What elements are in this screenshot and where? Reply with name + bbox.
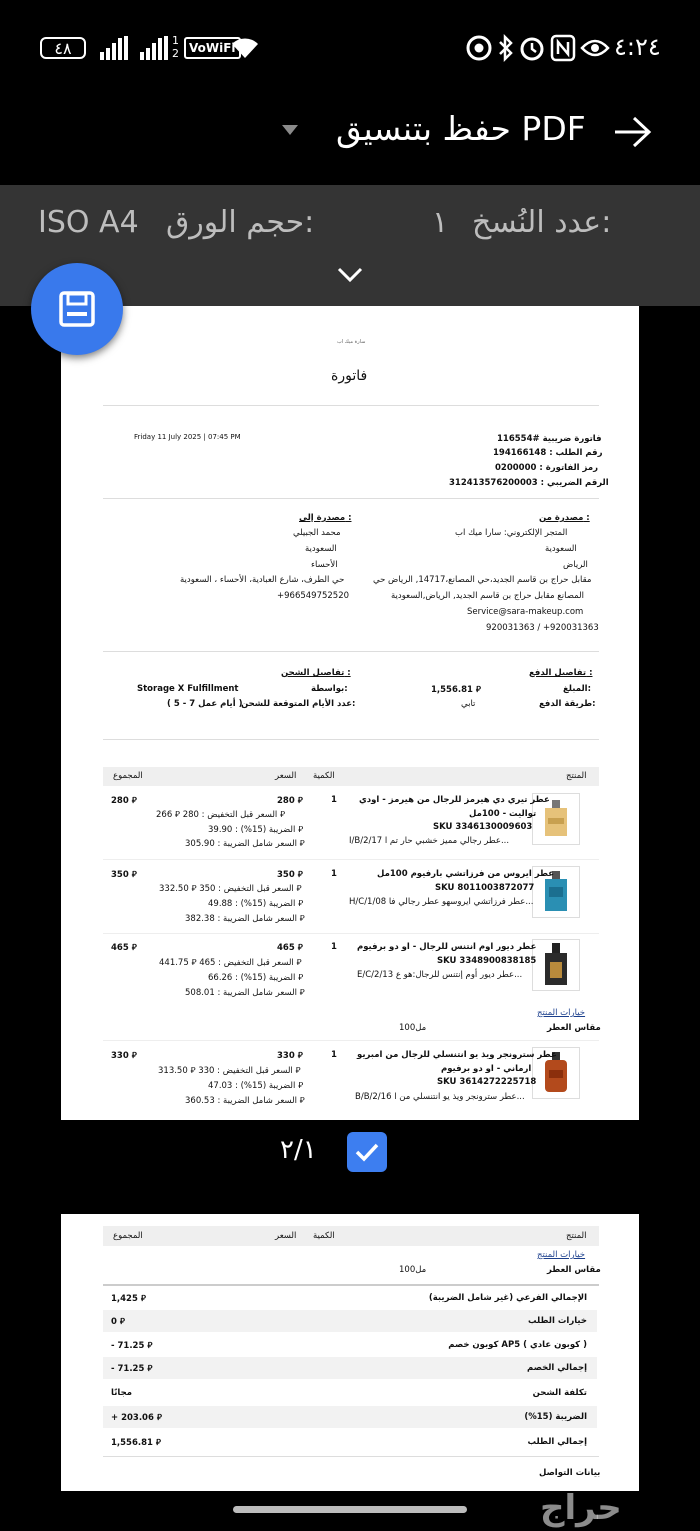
item-qty: 1 — [331, 869, 337, 879]
tax-number: الرقم الضريبي : 312413576200003 — [449, 478, 609, 488]
summary-row — [103, 1382, 597, 1404]
item-sku: SKU 3348900838185 — [437, 956, 537, 966]
copies-value[interactable]: ١ — [432, 205, 449, 240]
item-tax: الضريبة (15%) : 49.88 ⃁ — [208, 899, 304, 909]
ship-via-value: Storage X Fulfillment — [137, 684, 239, 694]
item-price: 280 ⃁ — [277, 796, 303, 806]
signal-icon — [100, 36, 128, 60]
option-value: 100مل — [399, 1265, 427, 1275]
col-product: المنتج — [566, 771, 587, 781]
preview-page-2[interactable] — [61, 1214, 639, 1491]
sim-index-2: 2 — [172, 47, 179, 60]
item-desc: H/C/1/08 عطر فرزاتشي ايروسهو عطر رجالي فا... — [349, 897, 534, 907]
summary-value: 1,425 ⃁ — [111, 1294, 146, 1304]
item-total: 280 ⃁ — [111, 796, 137, 806]
summary-label: كوبون خصم AP5 ( كوبون عادي ) — [448, 1340, 587, 1350]
item-qty: 1 — [331, 1050, 337, 1060]
col-total: المجموع — [113, 1231, 143, 1241]
summary-row — [103, 1310, 597, 1332]
alarm-icon — [518, 34, 546, 62]
from-line: مقابل حراج بن قاسم الجديد،حي المصانع،14717, الرياض حي — [373, 575, 592, 585]
payment-heading: تفاصيل الدفع : — [529, 668, 593, 678]
check-icon — [355, 1142, 379, 1162]
payment-method-value: تابي — [461, 699, 476, 709]
summary-value: - 71.25 ⃁ — [111, 1341, 153, 1351]
table-header — [103, 1226, 599, 1246]
item-price: 350 ⃁ — [277, 870, 303, 880]
copies-label: عدد النُسخ: — [472, 205, 612, 240]
order-number: رقم الطلب : 194166148 — [493, 448, 603, 458]
row-divider — [103, 933, 599, 934]
nfc-icon — [550, 34, 576, 62]
expand-chevron-icon[interactable] — [337, 267, 363, 283]
item-tax: الضريبة (15%) : 47.03 ⃁ — [208, 1081, 304, 1091]
summary-row — [103, 1431, 597, 1453]
divider — [103, 651, 599, 652]
col-qty: الكمية — [313, 771, 335, 781]
item-qty: 1 — [331, 795, 337, 805]
col-total: المجموع — [113, 771, 143, 781]
shipping-heading: تفاصيل الشحن : — [281, 668, 351, 678]
summary-value: + 203.06 ⃁ — [111, 1413, 162, 1423]
haraj-watermark: حراج — [540, 1488, 622, 1528]
to-line: الأحساء — [311, 560, 338, 570]
ship-days-label: عدد الأيام المتوقعة للشحن: — [241, 699, 356, 709]
summary-value: 0 ⃁ — [111, 1317, 125, 1327]
item-name: ارماني - او دو برفيوم — [441, 1064, 532, 1074]
item-qty: 1 — [331, 942, 337, 952]
item-pre-discount: 441.75 ⃁ السعر قبل التخفيض : 465 ⃁ — [159, 958, 302, 968]
to-phone: +966549752520 — [277, 591, 350, 601]
paper-size-value[interactable]: ISO A4 — [38, 205, 139, 240]
from-heading: مصدرة من : — [539, 513, 590, 523]
summary-value: 1,556.81 ⃁ — [111, 1438, 161, 1448]
summary-label: الإجمالي الفرعي (غير شامل الضريبة) — [428, 1293, 587, 1303]
summary-row — [103, 1334, 597, 1356]
battery-icon — [40, 37, 86, 59]
item-name: عطر ايروس من فرزاتشي بارفيوم 100مل — [377, 869, 555, 879]
item-total: 350 ⃁ — [111, 870, 137, 880]
item-pre-discount: 266 ⃁ السعر قبل التخفيض : 280 ⃁ — [156, 810, 286, 820]
col-qty: الكمية — [313, 1231, 335, 1241]
col-price: السعر — [275, 771, 297, 781]
item-total: 465 ⃁ — [111, 943, 137, 953]
page-select-checkbox[interactable] — [347, 1132, 387, 1172]
item-pre-discount: 332.50 ⃁ السعر قبل التخفيض : 350 ⃁ — [159, 884, 302, 894]
vowifi-label: VoWiFi — [189, 41, 236, 55]
clock: ٤:٢٤ — [614, 33, 661, 61]
home-handle[interactable] — [233, 1506, 467, 1513]
summary-row — [103, 1357, 597, 1379]
brand-small: سارة ميك اب — [337, 339, 366, 345]
payment-method-label: طريقة الدفع: — [539, 699, 596, 709]
summary-row — [103, 1287, 597, 1309]
from-line: السعودية — [545, 544, 577, 554]
amount-value: 1,556.81 ⃁ — [431, 685, 481, 695]
divider — [103, 498, 599, 499]
options-heading: خيارات المنتج — [537, 1008, 586, 1018]
item-sku: SKU 8011003872077 — [435, 883, 535, 893]
preview-page-1[interactable] — [61, 306, 639, 1120]
from-line: المتجر الإلكتروني: سارا ميك اب — [455, 528, 568, 538]
item-price: 465 ⃁ — [277, 943, 303, 953]
item-pre-discount: 313.50 ⃁ السعر قبل التخفيض : 330 ⃁ — [158, 1066, 301, 1076]
invoice-title: فاتورة — [331, 368, 368, 384]
option-label: مقاس العطر — [547, 1023, 601, 1033]
col-price: السعر — [275, 1231, 297, 1241]
ship-via-label: بواسطة: — [311, 684, 348, 694]
from-phone: 920031363 / +920031363 — [486, 623, 599, 633]
item-name: عطر ديور اوم انتنس للرجال - او دو برفيوم — [357, 942, 537, 952]
product-image — [532, 939, 580, 991]
save-icon — [58, 290, 96, 328]
divider — [103, 739, 599, 740]
divider — [103, 1456, 599, 1457]
divider — [103, 405, 599, 406]
item-tax: الضريبة (15%) : 39.90 ⃁ — [208, 825, 304, 835]
option-label: مقاس العطر — [547, 1265, 601, 1275]
row-divider — [103, 859, 599, 860]
amount-label: المبلغ: — [563, 684, 591, 694]
item-sku: SKU 3614272225718 — [437, 1077, 537, 1087]
page-indicator: ٢/١ — [280, 1135, 317, 1165]
tax-invoice-number: فاتورة ضريبية #116554 — [497, 434, 602, 444]
summary-label: خيارات الطلب — [528, 1316, 587, 1326]
col-product: المنتج — [566, 1231, 587, 1241]
wifi-icon — [230, 36, 260, 60]
summary-value: - 71.25 ⃁ — [111, 1364, 153, 1374]
from-email: Service@sara-makeup.com — [467, 607, 584, 617]
summary-value: مجانًا — [111, 1388, 132, 1398]
status-bar — [0, 0, 700, 95]
eye-comfort-icon — [580, 36, 610, 60]
option-value: 100مل — [399, 1023, 427, 1033]
print-header — [0, 95, 700, 185]
from-line: الرياض — [563, 560, 588, 570]
summary-row — [103, 1406, 597, 1428]
contact-heading: بيانات التواصل — [539, 1468, 601, 1478]
item-with-tax: السعر شامل الضريبة : 360.53 ⃁ — [185, 1096, 305, 1106]
ship-days-value: ( 5 - 7 أيام عمل ) — [167, 699, 243, 709]
signal-2-icon — [140, 36, 168, 60]
item-with-tax: السعر شامل الضريبة : 382.38 ⃁ — [185, 914, 305, 924]
save-pdf-button[interactable] — [31, 263, 123, 355]
invoice-date: Friday 11 July 2025 | 07:45 PM — [134, 433, 241, 441]
to-heading: مصدرة إلى : — [299, 513, 352, 523]
item-name: عطر تيري دي هيرمز للرجال من هيرمز - اودي — [359, 795, 550, 805]
destination-selector[interactable]: حفظ بتنسيق PDF — [336, 109, 586, 148]
item-desc: E/C/2/13 عطر ديور أوم إنتنس للرجال:هو ع... — [357, 970, 523, 980]
bluetooth-icon — [497, 34, 515, 62]
summary-label: إجمالي الخصم — [527, 1363, 587, 1373]
item-name: عطر سترونجر ويذ يو انتنسلي للرجال من امبريو — [357, 1050, 557, 1060]
item-with-tax: السعر شامل الضريبة : 305.90 ⃁ — [185, 839, 305, 849]
summary-label: الضريبة (15%) — [524, 1412, 587, 1422]
item-desc: B/B/2/16 عطر سترونجر ويذ يو انتنسلي من ا... — [355, 1092, 525, 1102]
item-desc: I/B/2/17 عطر رجالي مميز خشبي حار تم ا... — [349, 836, 510, 846]
item-with-tax: السعر شامل الضريبة : 508.01 ⃁ — [185, 988, 305, 998]
item-sku: SKU 3346130009603 — [433, 822, 533, 832]
item-tax: الضريبة (15%) : 66.26 ⃁ — [208, 973, 304, 983]
options-heading: خيارات المنتج — [537, 1250, 586, 1260]
row-divider — [103, 1040, 599, 1041]
from-line: المصانع مقابل حراج بن قاسم الجديد, الرياض,السعودية — [391, 591, 584, 601]
item-total: 330 ⃁ — [111, 1051, 137, 1061]
table-header — [103, 767, 599, 786]
divider — [103, 1284, 599, 1286]
paper-size-label: حجم الورق: — [166, 205, 315, 240]
summary-label: تكلفة الشحن — [532, 1388, 587, 1398]
back-arrow-icon[interactable] — [612, 115, 652, 149]
to-line: حي الطرف، شارع العبادية، الأحساء ، السعودية — [180, 575, 345, 585]
chrome-icon — [466, 35, 492, 61]
battery-level: ٤٨ — [54, 38, 72, 58]
item-name: تواليت - 100مل — [469, 809, 537, 819]
to-line: محمد الجبيلي — [293, 528, 341, 538]
item-price: 330 ⃁ — [277, 1051, 303, 1061]
invoice-code: رمز الفاتورة : 0200000 — [495, 463, 598, 473]
summary-label: إجمالي الطلب — [527, 1437, 587, 1447]
to-line: السعودية — [305, 544, 337, 554]
dropdown-arrow-icon[interactable] — [282, 125, 298, 135]
sim-index: 1 — [172, 34, 179, 47]
